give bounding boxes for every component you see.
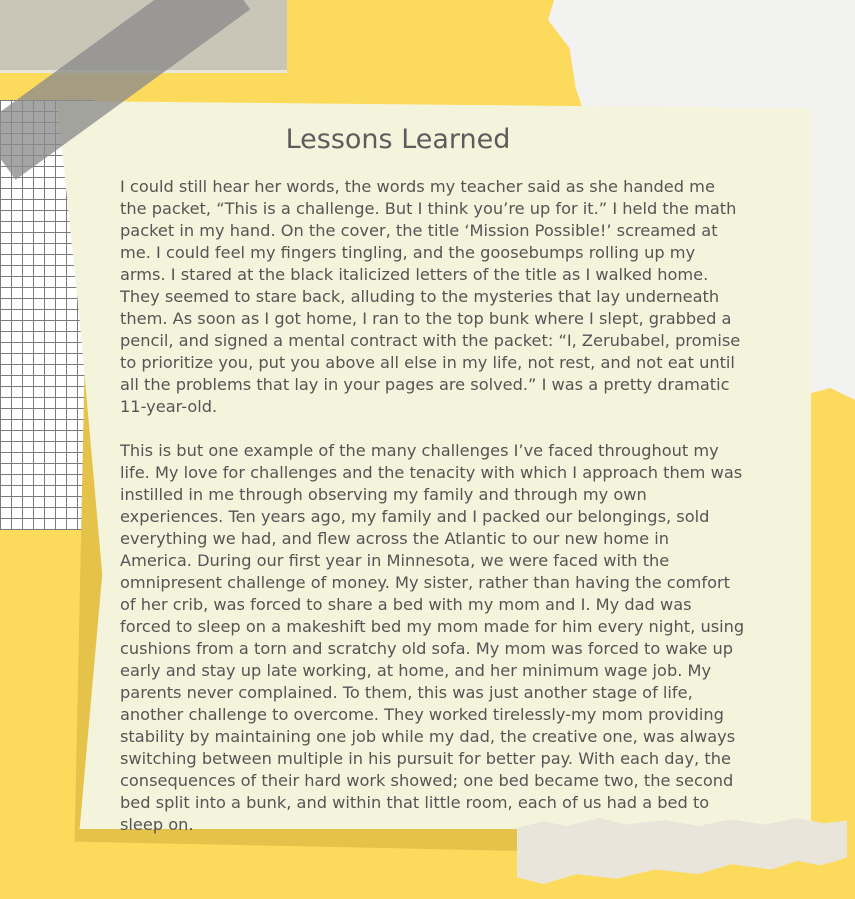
document-body bbox=[120, 176, 745, 858]
paragraph: I could still hear her words, the words my teacher said as she handed me the packet, “This is a challenge. But I think you’re up for it.” I held the math packet in my hand. On the cover, the title ‘Mission Possible!’ screamed at me. I could feel my fingers tingling, and the goosebumps rolling up my arms. I stared at the black italicized letters of the title as I walked home. They seemed to stare back, alluding to the mysteries that lay underneath them. As soon as I got home, I ran to the top bunk where I slept, grabbed a pencil, and signed a mental contract with the packet: “I, Zerubabel, promise to prioritize you, put you above all else in my life, not rest, and not eat until all the problems that lay in your pages are solved.” I was a pretty dramatic 11-year-old. bbox=[120, 177, 741, 416]
document-title: Lessons Learned bbox=[285, 124, 511, 155]
paragraph: This is but one example of the many challenges I’ve faced throughout my life. My love for challenges and the tenacity with which I approach them was instilled in me through observing my family and through my own experiences. Ten years ago, my family and I packed our belongings, sold everything we had, and flew across the Atlantic to our new home in America. During our first year in Minnesota, we were faced with the omnipresent challenge of money. My sister, rather than having the comfort of her crib, was forced to share a bed with my mom and I. My dad was forced to sleep on a makeshift bed my mom made for him every night, using cushions from a torn and scratchy old sofa. My mom was forced to wake up early and stay up late working, at home, and her minimum wage job. My parents never complained. To them, this was just another stage of life, another challenge to overcome. They worked tirelessly-my mom providing stability by maintaining one job while my dad, the creative one, was always switching between multiple in his pursuit for better pay. With each day, the consequences of their hard work showed; one bed became two, the second bed split into a bunk, and within that little room, each of us had a bed to sleep on. bbox=[120, 441, 745, 834]
